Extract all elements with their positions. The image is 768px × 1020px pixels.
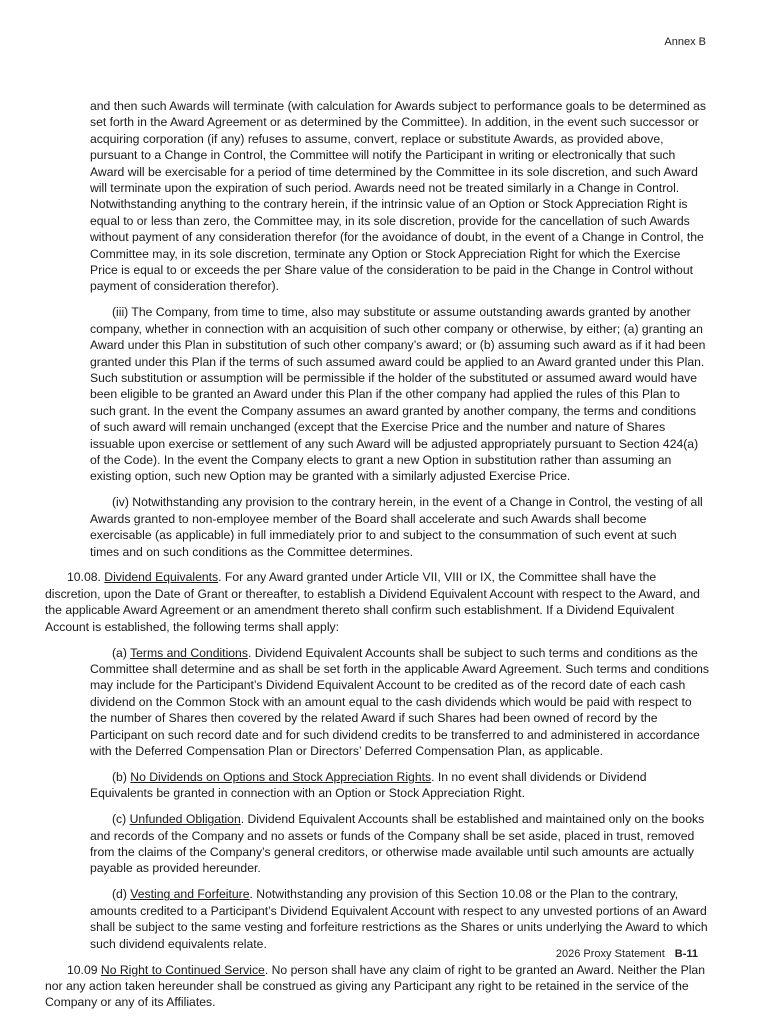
paragraph-d-vesting-and-forfeiture: [90, 886, 709, 952]
item-number: (b): [112, 769, 131, 784]
item-number: (a): [112, 645, 131, 660]
paragraph-b-no-dividends: [90, 769, 709, 802]
section-number: 10.08.: [67, 570, 105, 585]
annex-label: Annex B: [664, 36, 706, 48]
item-number: (d): [112, 887, 131, 902]
page-header: [664, 36, 706, 48]
item-body: . In no event shall dividends or Dividend Equivalents be granted in connection with an Option or Stock Appreciation Right.: [90, 769, 647, 801]
paragraph-iv-board-vesting: (iv) Notwithstanding any provision to the contrary herein, in the event of a Change in Control, the vesting of all Awards granted to non-employee member of the Board shall accelerate and such Awards shall become exercisable (as applicable) in full immediately prior to and subject to the consummation of such event at such times and on such conditions as the Committee determines.: [90, 495, 703, 559]
section-10-09-no-right-to-continued-service: [45, 962, 709, 1011]
item-title: Terms and Conditions: [130, 645, 248, 660]
item-number: (c): [112, 812, 130, 827]
document-title: 2026 Proxy Statement: [555, 948, 665, 960]
item-body: . Notwithstanding any provision of this Section 10.08 or the Plan to the contrary, amounts credited to a Participant’s Dividend Equivalent Account with respect to any unvested portions of an Award shall be subject to the same vesting and forfeiture restrictions as the Shares or units underlying the Award to which such dividend equivalents relate.: [90, 887, 708, 951]
page-number: B-11: [674, 948, 698, 960]
item-title: No Dividends on Options and Stock Appreciation Rights: [130, 769, 432, 784]
section-body: . No person shall have any claim of right to be granted an Award. Neither the Plan nor any action taken hereunder shall be construed as giving any Participant any right to be retained in the service of the Company or any of its Affiliates.: [45, 962, 705, 1010]
paragraph-a-terms-and-conditions: [90, 645, 709, 760]
section-number: 10.09: [67, 962, 101, 977]
section-title: Dividend Equivalents: [104, 570, 219, 585]
paragraph-iii-substitution: (iii) The Company, from time to time, also may substitute or assume outstanding awards granted by another company, whether in connection with an acquisition of such other company or otherwise, by either; (a) granting an Award under this Plan in substitution of such other company’s award; or (b) assuming such award as if it had been granted under this Plan if the terms of such assumed award could be applied to an Award granted under this Plan. Such substitution or assumption will be permissible if the holder of the substituted or assumed award would have been eligible to be granted an Award under this Plan if the other company had applied the rules of this Plan to such grant. In the event the Company assumes an award granted by another company, the terms and conditions of such award will remain unchanged (except that the Exercise Price and the number and nature of Shares issuable upon exercise or settlement of any such Award will be adjusted appropriately pursuant to Section 424(a) of the Code). In the event the Company elects to grant a new Option in substitution rather than assuming an existing option, such new Option may be granted with a similarly adjusted Exercise Price.: [90, 305, 706, 484]
section-10-08-dividend-equivalents: [45, 569, 709, 635]
document-body: [45, 98, 709, 1020]
item-title: Vesting and Forfeiture: [130, 887, 250, 902]
item-body: . Dividend Equivalent Accounts shall be subject to such terms and conditions as the Committee shall determine and as shall be set forth in the applicable Award Agreement. Such terms and conditions may include for the Participant’s Dividend Equivalent Account to be credited as of the record date of each cash dividend on the Common Stock with an amount equal to the cash dividends which would be paid with respect to the number of Shares then covered by the related Award if such Shares had been owned of record by the Participant on such record date and for such dividend credits to be transferred to and administered in accordance with the Deferred Compensation Plan or Directors’ Deferred Compensation Plan, as applicable.: [90, 645, 709, 759]
paragraph-c-unfunded-obligation: [90, 811, 709, 877]
section-body: . For any Award granted under Article VII, VIII or IX, the Committee shall have the discretion, upon the Date of Grant or thereafter, to establish a Dividend Equivalent Account with respect to the Award, and the applicable Award Agreement or an amendment thereto shall confirm such establishment. If a Dividend Equivalent Account is established, the following terms shall apply:: [45, 570, 700, 634]
page-footer: [556, 948, 698, 960]
paragraph-change-in-control-continuation: and then such Awards will terminate (with calculation for Awards subject to performance goals to be determined as set forth in the Award Agreement or as determined by the Committee). In addition, in the event such successor or acquiring corporation (if any) refuses to assume, convert, replace or substitute Awards, as provided above, pursuant to a Change in Control, the Committee will notify the Participant in writing or electronically that such Award will be exercisable for a period of time determined by the Committee in its sole discretion, and such Award will terminate upon the expiration of such period. Awards need not be treated similarly in a Change in Control. Notwithstanding anything to the contrary herein, if the intrinsic value of an Option or Stock Appreciation Right is equal to or less than zero, the Committee may, in its sole discretion, provide for the cancellation of such Awards without payment of any consideration therefor (for the avoidance of doubt, in the event of a Change in Control, the Committee may, in its sole discretion, terminate any Option or Stock Appreciation Right for which the Exercise Price is equal to or exceeds the per Share value of the consideration to be paid in the Change in Control without payment of consideration therefor).: [90, 99, 707, 294]
section-title: No Right to Continued Service: [100, 962, 265, 977]
item-title: Unfunded Obligation: [129, 812, 241, 827]
item-body: . Dividend Equivalent Accounts shall be established and maintained only on the books and records of the Company and no assets or funds of the Company shall be set aside, placed in trust, removed from the claims of the Company’s general creditors, or otherwise made available until such amounts are actually payable as provided hereunder.: [90, 812, 705, 876]
